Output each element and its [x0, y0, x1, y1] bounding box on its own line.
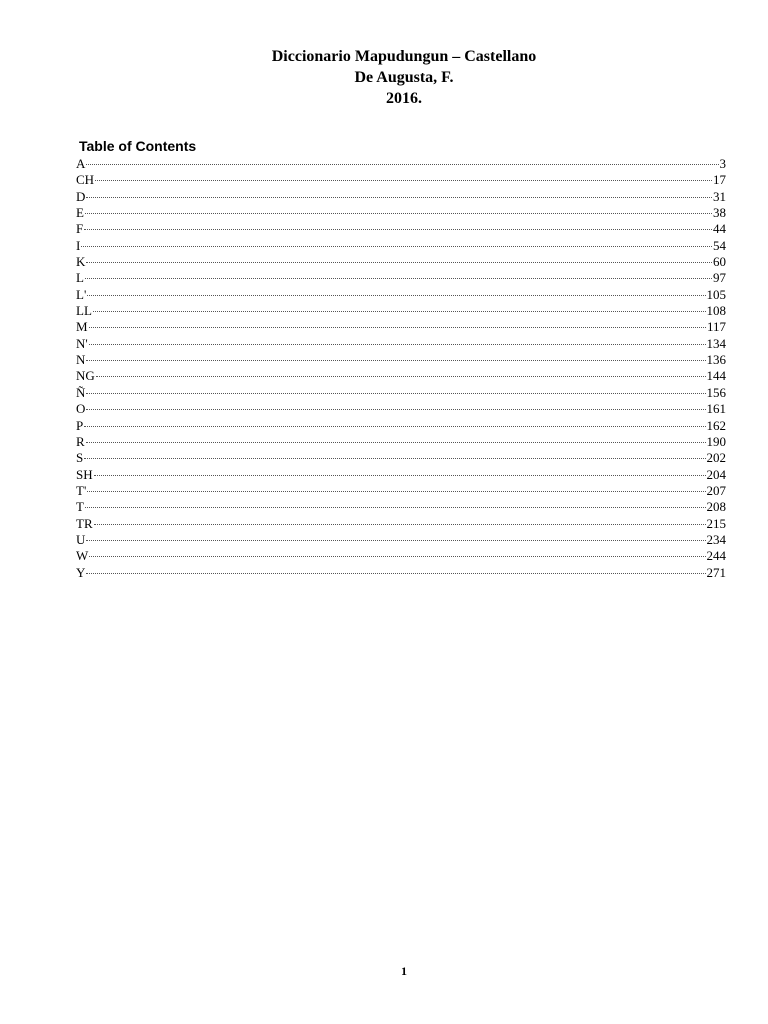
- toc-entry[interactable]: [76, 565, 726, 581]
- toc-entry-page: 136: [706, 352, 726, 368]
- toc-entry-label: M: [76, 319, 88, 335]
- toc-entry-label: D: [76, 188, 86, 204]
- toc-entry[interactable]: [76, 336, 726, 352]
- toc-entry-page: 17: [713, 172, 726, 188]
- toc-entry-label: A: [76, 156, 86, 171]
- toc-entry-page: 31: [713, 188, 726, 204]
- toc-dot-leader: [86, 540, 705, 541]
- toc-entry-page: 105: [706, 286, 726, 302]
- toc-entry-label: LL: [76, 303, 92, 319]
- toc-list: [76, 156, 726, 581]
- toc-entry-label: T: [76, 499, 84, 515]
- toc-entry-page: 162: [706, 417, 726, 433]
- toc-dot-leader: [85, 507, 706, 508]
- toc-entry-page: 271: [706, 564, 726, 580]
- toc-entry-page: 204: [706, 466, 726, 482]
- toc-dot-leader: [86, 573, 705, 574]
- document-title: [0, 46, 768, 109]
- toc-entry-label: O: [76, 401, 86, 417]
- toc-dot-leader: [87, 491, 705, 492]
- toc-entry-label: S: [76, 450, 84, 466]
- toc-dot-leader: [94, 524, 706, 525]
- toc-entry-page: 44: [713, 221, 726, 237]
- toc-entry-label: U: [76, 531, 86, 547]
- toc-entry-label: CH: [76, 172, 95, 188]
- toc-entry-label: L': [76, 286, 87, 302]
- toc-entry[interactable]: [76, 287, 726, 303]
- toc-entry[interactable]: [76, 401, 726, 417]
- toc-entry-label: L: [76, 270, 84, 286]
- toc-entry[interactable]: [76, 270, 726, 286]
- toc-dot-leader: [86, 409, 705, 410]
- toc-entry-label: I: [76, 237, 81, 253]
- toc-entry[interactable]: [76, 156, 726, 172]
- toc-entry-label: K: [76, 254, 86, 270]
- toc-entry-label: Ñ: [76, 384, 86, 400]
- toc-dot-leader: [86, 164, 718, 165]
- toc-entry[interactable]: [76, 303, 726, 319]
- toc-entry[interactable]: [76, 483, 726, 499]
- toc-entry-label: W: [76, 548, 89, 564]
- toc-entry[interactable]: [76, 205, 726, 221]
- toc-heading: Table of Contents: [79, 138, 197, 154]
- toc-dot-leader: [86, 393, 705, 394]
- toc-dot-leader: [85, 278, 712, 279]
- toc-entry-page: 3: [719, 156, 726, 171]
- toc-dot-leader: [87, 295, 705, 296]
- toc-entry-page: 202: [706, 450, 726, 466]
- toc-entry[interactable]: [76, 238, 726, 254]
- toc-entry[interactable]: [76, 221, 726, 237]
- toc-entry-label: P: [76, 417, 84, 433]
- toc-entry[interactable]: [76, 385, 726, 401]
- toc-entry-page: 207: [706, 482, 726, 498]
- toc-entry-page: 244: [706, 548, 726, 564]
- toc-entry-page: 144: [706, 368, 726, 384]
- toc-dot-leader: [86, 197, 712, 198]
- toc-entry-label: N': [76, 335, 88, 351]
- toc-entry[interactable]: [76, 532, 726, 548]
- toc-dot-leader: [89, 556, 705, 557]
- title-line-author: De Augusta, F.: [354, 69, 454, 86]
- toc-entry[interactable]: [76, 450, 726, 466]
- toc-entry-label: R: [76, 433, 85, 449]
- page-number: 1: [401, 964, 407, 978]
- toc-dot-leader: [95, 180, 712, 181]
- toc-entry[interactable]: [76, 189, 726, 205]
- toc-dot-leader: [84, 426, 705, 427]
- toc-dot-leader: [94, 475, 706, 476]
- toc-entry[interactable]: [76, 548, 726, 564]
- toc-entry-label: E: [76, 205, 84, 221]
- toc-entry-page: 134: [706, 335, 726, 351]
- toc-entry-page: 97: [713, 270, 726, 286]
- toc-dot-leader: [84, 229, 712, 230]
- toc-entry[interactable]: [76, 319, 726, 335]
- toc-entry[interactable]: [76, 467, 726, 483]
- toc-entry-page: 108: [706, 303, 726, 319]
- toc-entry-label: N: [76, 352, 86, 368]
- toc-entry[interactable]: [76, 418, 726, 434]
- toc-entry-page: 38: [713, 205, 726, 221]
- toc-dot-leader: [84, 458, 705, 459]
- toc-dot-leader: [86, 262, 712, 263]
- toc-entry-page: 161: [706, 401, 726, 417]
- toc-entry-label: NG: [76, 368, 95, 384]
- toc-dot-leader: [81, 246, 712, 247]
- toc-entry-page: 208: [706, 499, 726, 515]
- toc-entry[interactable]: [76, 254, 726, 270]
- toc-entry-page: 234: [706, 531, 726, 547]
- toc-entry-page: 156: [706, 384, 726, 400]
- toc-entry-label: T': [76, 482, 87, 498]
- title-line-main: Diccionario Mapudungun – Castellano: [271, 48, 537, 65]
- toc-entry-label: F: [76, 221, 84, 237]
- toc-dot-leader: [93, 311, 706, 312]
- toc-dot-leader: [86, 360, 705, 361]
- toc-dot-leader: [89, 344, 706, 345]
- toc-dot-leader: [86, 442, 706, 443]
- toc-entry-label: SH: [76, 466, 93, 482]
- toc-entry-page: 190: [706, 433, 726, 449]
- toc-dot-leader: [96, 376, 706, 377]
- toc-entry[interactable]: [76, 368, 726, 384]
- toc-dot-leader: [85, 213, 712, 214]
- title-line-year: 2016.: [386, 90, 422, 107]
- toc-entry-page: 54: [713, 237, 726, 253]
- toc-entry-page: 215: [706, 515, 726, 531]
- toc-entry[interactable]: [76, 352, 726, 368]
- toc-entry-label: Y: [76, 564, 86, 580]
- toc-dot-leader: [89, 327, 706, 328]
- toc-entry[interactable]: [76, 172, 726, 188]
- toc-entry-label: TR: [76, 515, 93, 531]
- toc-entry[interactable]: [76, 499, 726, 515]
- toc-entry-page: 60: [713, 254, 726, 270]
- toc-entry[interactable]: [76, 434, 726, 450]
- toc-entry[interactable]: [76, 516, 726, 532]
- toc-entry-page: 117: [706, 319, 726, 335]
